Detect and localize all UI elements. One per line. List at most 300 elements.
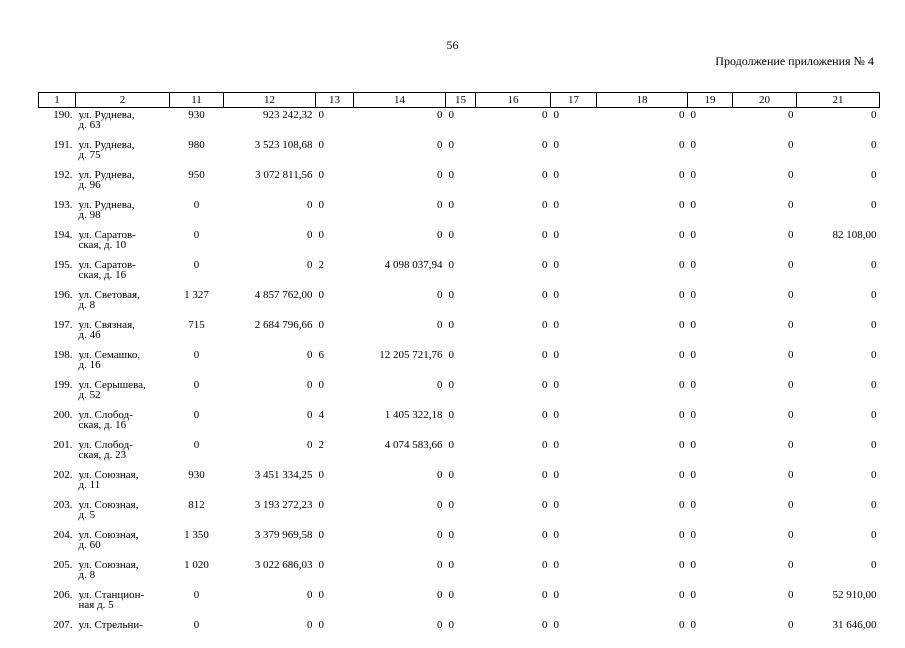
col-17-cell: 0: [551, 138, 597, 168]
table-row: [39, 348, 880, 378]
table-row: [39, 408, 880, 438]
address-line-1: ул. Связная,: [79, 320, 167, 330]
col-14-cell: 4 098 037,94: [354, 258, 446, 288]
row-number: 193.: [39, 198, 76, 228]
col-18-cell: 0: [597, 618, 688, 648]
row-number: 207.: [39, 618, 76, 648]
column-header: 11: [170, 93, 224, 108]
col-12-cell: 3 072 811,56: [224, 168, 316, 198]
col-15-cell: 0: [446, 588, 476, 618]
col-17-cell: 0: [551, 168, 597, 198]
table-row: [39, 498, 880, 528]
col-14-cell: 0: [354, 558, 446, 588]
table-row: [39, 588, 880, 618]
col-20-cell: 0: [733, 378, 797, 408]
row-number: 196.: [39, 288, 76, 318]
address-cell: [76, 498, 170, 528]
column-header: 21: [797, 93, 880, 108]
address-line-1: ул. Руднева,: [79, 170, 167, 180]
col-17-cell: 0: [551, 198, 597, 228]
table-body: [39, 108, 880, 648]
row-number: 195.: [39, 258, 76, 288]
col-21-cell: 0: [797, 198, 880, 228]
col-19-cell: 0: [688, 288, 733, 318]
address-line-2: д. 52: [79, 390, 167, 400]
col-14-cell: 0: [354, 228, 446, 258]
col-20-cell: 0: [733, 528, 797, 558]
table-row: [39, 228, 880, 258]
column-header: 19: [688, 93, 733, 108]
col-21-cell: 0: [797, 468, 880, 498]
col-11-cell: 0: [170, 378, 224, 408]
col-16-cell: 0: [476, 498, 551, 528]
column-header: 16: [476, 93, 551, 108]
col-20-cell: 0: [733, 198, 797, 228]
col-20-cell: 0: [733, 168, 797, 198]
col-21-cell: 0: [797, 408, 880, 438]
col-21-cell: 52 910,00: [797, 588, 880, 618]
col-13-cell: 0: [316, 528, 354, 558]
address-line-2: д. 11: [79, 480, 167, 490]
table-row: [39, 258, 880, 288]
table-row: [39, 618, 880, 648]
address-line-2: д. 4б: [79, 330, 167, 340]
col-14-cell: 0: [354, 588, 446, 618]
col-11-cell: 812: [170, 498, 224, 528]
col-11-cell: 950: [170, 168, 224, 198]
col-17-cell: 0: [551, 528, 597, 558]
col-20-cell: 0: [733, 408, 797, 438]
col-19-cell: 0: [688, 618, 733, 648]
col-13-cell: 4: [316, 408, 354, 438]
col-13-cell: 0: [316, 168, 354, 198]
address-line-2: д. 98: [79, 210, 167, 220]
address-line-1: ул. Союзная,: [79, 500, 167, 510]
col-13-cell: 0: [316, 468, 354, 498]
col-16-cell: 0: [476, 348, 551, 378]
col-14-cell: 0: [354, 138, 446, 168]
address-cell: [76, 318, 170, 348]
col-19-cell: 0: [688, 168, 733, 198]
col-14-cell: 0: [354, 108, 446, 139]
col-11-cell: 980: [170, 138, 224, 168]
col-13-cell: 0: [316, 318, 354, 348]
col-18-cell: 0: [597, 138, 688, 168]
address-line-2: ская, д. 16: [79, 420, 167, 430]
col-14-cell: 0: [354, 618, 446, 648]
col-19-cell: 0: [688, 588, 733, 618]
address-line-2: ская, д. 23: [79, 450, 167, 460]
col-17-cell: 0: [551, 468, 597, 498]
col-17-cell: 0: [551, 258, 597, 288]
col-11-cell: 930: [170, 108, 224, 139]
col-19-cell: 0: [688, 408, 733, 438]
col-13-cell: 6: [316, 348, 354, 378]
column-header: 17: [551, 93, 597, 108]
table-row: [39, 438, 880, 468]
col-17-cell: 0: [551, 558, 597, 588]
col-13-cell: 0: [316, 618, 354, 648]
col-12-cell: 0: [224, 348, 316, 378]
col-20-cell: 0: [733, 228, 797, 258]
address-cell: [76, 168, 170, 198]
col-21-cell: 82 108,00: [797, 228, 880, 258]
col-14-cell: 0: [354, 378, 446, 408]
row-number: 194.: [39, 228, 76, 258]
table-row: [39, 288, 880, 318]
address-cell: [76, 228, 170, 258]
column-header: 14: [354, 93, 446, 108]
col-12-cell: 3 523 108,68: [224, 138, 316, 168]
col-18-cell: 0: [597, 408, 688, 438]
row-number: 203.: [39, 498, 76, 528]
col-16-cell: 0: [476, 618, 551, 648]
col-17-cell: 0: [551, 318, 597, 348]
col-18-cell: 0: [597, 198, 688, 228]
address-cell: [76, 198, 170, 228]
address-line-2: д. 75: [79, 150, 167, 160]
col-11-cell: 0: [170, 198, 224, 228]
col-16-cell: 0: [476, 468, 551, 498]
address-line-2: д. 5: [79, 510, 167, 520]
col-21-cell: 0: [797, 168, 880, 198]
col-15-cell: 0: [446, 108, 476, 139]
address-line-2: д. 60: [79, 540, 167, 550]
col-12-cell: 0: [224, 378, 316, 408]
col-20-cell: 0: [733, 618, 797, 648]
address-cell: [76, 288, 170, 318]
col-17-cell: 0: [551, 408, 597, 438]
address-line-2: д. 96: [79, 180, 167, 190]
table-row: [39, 558, 880, 588]
col-11-cell: 930: [170, 468, 224, 498]
col-12-cell: 3 022 686,03: [224, 558, 316, 588]
row-number: 205.: [39, 558, 76, 588]
header-row: [39, 93, 880, 108]
col-19-cell: 0: [688, 528, 733, 558]
address-cell: [76, 438, 170, 468]
col-13-cell: 0: [316, 288, 354, 318]
col-15-cell: 0: [446, 438, 476, 468]
col-11-cell: 1 327: [170, 288, 224, 318]
col-11-cell: 0: [170, 588, 224, 618]
col-19-cell: 0: [688, 498, 733, 528]
col-14-cell: 0: [354, 528, 446, 558]
row-number: 190.: [39, 108, 76, 139]
col-12-cell: 0: [224, 408, 316, 438]
col-20-cell: 0: [733, 588, 797, 618]
col-21-cell: 0: [797, 108, 880, 139]
col-13-cell: 0: [316, 108, 354, 139]
address-cell: [76, 618, 170, 648]
col-11-cell: 715: [170, 318, 224, 348]
col-12-cell: 0: [224, 588, 316, 618]
col-18-cell: 0: [597, 168, 688, 198]
col-18-cell: 0: [597, 378, 688, 408]
col-16-cell: 0: [476, 408, 551, 438]
col-17-cell: 0: [551, 288, 597, 318]
col-19-cell: 0: [688, 348, 733, 378]
col-13-cell: 0: [316, 198, 354, 228]
col-18-cell: 0: [597, 558, 688, 588]
col-19-cell: 0: [688, 198, 733, 228]
address-line-1: ул. Саратов-: [79, 230, 167, 240]
col-16-cell: 0: [476, 288, 551, 318]
col-17-cell: 0: [551, 378, 597, 408]
col-14-cell: 0: [354, 468, 446, 498]
col-18-cell: 0: [597, 288, 688, 318]
address-line-1: ул. Серышева,: [79, 380, 167, 390]
data-table: [38, 92, 880, 648]
col-11-cell: 0: [170, 408, 224, 438]
col-12-cell: 0: [224, 258, 316, 288]
address-line-1: ул. Руднева,: [79, 140, 167, 150]
col-21-cell: 0: [797, 258, 880, 288]
col-13-cell: 2: [316, 258, 354, 288]
col-21-cell: 0: [797, 288, 880, 318]
col-19-cell: 0: [688, 378, 733, 408]
col-20-cell: 0: [733, 498, 797, 528]
col-18-cell: 0: [597, 438, 688, 468]
col-18-cell: 0: [597, 318, 688, 348]
col-12-cell: 2 684 796,66: [224, 318, 316, 348]
col-16-cell: 0: [476, 558, 551, 588]
col-15-cell: 0: [446, 528, 476, 558]
col-18-cell: 0: [597, 468, 688, 498]
col-16-cell: 0: [476, 228, 551, 258]
column-header: 15: [446, 93, 476, 108]
col-12-cell: 4 857 762,00: [224, 288, 316, 318]
address-line-1: ул. Слобод-: [79, 410, 167, 420]
row-number: 204.: [39, 528, 76, 558]
col-15-cell: 0: [446, 168, 476, 198]
row-number: 201.: [39, 438, 76, 468]
col-21-cell: 0: [797, 318, 880, 348]
column-header: 18: [597, 93, 688, 108]
address-line-1: ул. Союзная,: [79, 560, 167, 570]
col-20-cell: 0: [733, 348, 797, 378]
appendix-note: Продолжение приложения № 4: [715, 54, 874, 69]
col-19-cell: 0: [688, 438, 733, 468]
col-15-cell: 0: [446, 288, 476, 318]
col-16-cell: 0: [476, 258, 551, 288]
table-row: [39, 468, 880, 498]
col-15-cell: 0: [446, 408, 476, 438]
row-number: 206.: [39, 588, 76, 618]
col-16-cell: 0: [476, 378, 551, 408]
table-row: [39, 318, 880, 348]
address-cell: [76, 528, 170, 558]
col-15-cell: 0: [446, 198, 476, 228]
address-cell: [76, 138, 170, 168]
row-number: 198.: [39, 348, 76, 378]
col-14-cell: 12 205 721,76: [354, 348, 446, 378]
column-header: 2: [76, 93, 170, 108]
col-16-cell: 0: [476, 438, 551, 468]
col-13-cell: 0: [316, 228, 354, 258]
col-11-cell: 0: [170, 228, 224, 258]
col-16-cell: 0: [476, 168, 551, 198]
address-line-1: ул. Саратов-: [79, 260, 167, 270]
address-cell: [76, 408, 170, 438]
col-18-cell: 0: [597, 258, 688, 288]
address-line-1: ул. Союзная,: [79, 530, 167, 540]
col-11-cell: 1 020: [170, 558, 224, 588]
col-12-cell: 3 379 969,58: [224, 528, 316, 558]
col-12-cell: 3 451 334,25: [224, 468, 316, 498]
col-17-cell: 0: [551, 618, 597, 648]
col-11-cell: 0: [170, 438, 224, 468]
col-19-cell: 0: [688, 318, 733, 348]
col-15-cell: 0: [446, 348, 476, 378]
col-12-cell: 0: [224, 438, 316, 468]
col-20-cell: 0: [733, 288, 797, 318]
col-11-cell: 1 350: [170, 528, 224, 558]
address-line-2: ская, д. 16: [79, 270, 167, 280]
col-17-cell: 0: [551, 348, 597, 378]
col-21-cell: 0: [797, 558, 880, 588]
column-header: 20: [733, 93, 797, 108]
address-line-1: ул. Стрельни-: [79, 620, 167, 630]
col-20-cell: 0: [733, 108, 797, 139]
col-16-cell: 0: [476, 588, 551, 618]
col-21-cell: 0: [797, 378, 880, 408]
address-cell: [76, 558, 170, 588]
address-line-1: ул. Руднева,: [79, 200, 167, 210]
table-row: [39, 138, 880, 168]
col-18-cell: 0: [597, 588, 688, 618]
col-14-cell: 1 405 322,18: [354, 408, 446, 438]
col-19-cell: 0: [688, 468, 733, 498]
col-13-cell: 0: [316, 558, 354, 588]
col-15-cell: 0: [446, 378, 476, 408]
col-15-cell: 0: [446, 318, 476, 348]
col-13-cell: 0: [316, 588, 354, 618]
address-line-2: д. 63: [79, 120, 167, 130]
col-11-cell: 0: [170, 618, 224, 648]
col-16-cell: 0: [476, 108, 551, 139]
col-15-cell: 0: [446, 618, 476, 648]
col-17-cell: 0: [551, 108, 597, 139]
col-16-cell: 0: [476, 138, 551, 168]
col-19-cell: 0: [688, 138, 733, 168]
col-21-cell: 0: [797, 438, 880, 468]
col-12-cell: 0: [224, 228, 316, 258]
row-number: 191.: [39, 138, 76, 168]
table-row: [39, 528, 880, 558]
col-19-cell: 0: [688, 108, 733, 139]
col-17-cell: 0: [551, 498, 597, 528]
col-14-cell: 4 074 583,66: [354, 438, 446, 468]
col-11-cell: 0: [170, 258, 224, 288]
col-13-cell: 0: [316, 498, 354, 528]
col-21-cell: 0: [797, 348, 880, 378]
col-21-cell: 0: [797, 528, 880, 558]
col-14-cell: 0: [354, 198, 446, 228]
col-20-cell: 0: [733, 468, 797, 498]
table-row: [39, 378, 880, 408]
address-line-2: д. 8: [79, 570, 167, 580]
page-number: 56: [0, 38, 905, 53]
col-12-cell: 0: [224, 618, 316, 648]
col-19-cell: 0: [688, 258, 733, 288]
col-14-cell: 0: [354, 288, 446, 318]
address-line-1: ул. Семашко,: [79, 350, 167, 360]
address-cell: [76, 108, 170, 139]
col-11-cell: 0: [170, 348, 224, 378]
row-number: 200.: [39, 408, 76, 438]
row-number: 199.: [39, 378, 76, 408]
col-12-cell: 923 242,32: [224, 108, 316, 139]
col-16-cell: 0: [476, 198, 551, 228]
col-18-cell: 0: [597, 228, 688, 258]
address-line-1: ул. Слобод-: [79, 440, 167, 450]
col-15-cell: 0: [446, 228, 476, 258]
col-17-cell: 0: [551, 438, 597, 468]
col-21-cell: 0: [797, 138, 880, 168]
col-15-cell: 0: [446, 468, 476, 498]
address-cell: [76, 468, 170, 498]
col-20-cell: 0: [733, 258, 797, 288]
col-18-cell: 0: [597, 108, 688, 139]
col-17-cell: 0: [551, 588, 597, 618]
col-16-cell: 0: [476, 318, 551, 348]
col-20-cell: 0: [733, 318, 797, 348]
column-header: 13: [316, 93, 354, 108]
col-13-cell: 0: [316, 138, 354, 168]
table-row: [39, 198, 880, 228]
address-cell: [76, 348, 170, 378]
col-15-cell: 0: [446, 258, 476, 288]
row-number: 192.: [39, 168, 76, 198]
address-line-1: ул. Станцион-: [79, 590, 167, 600]
col-19-cell: 0: [688, 558, 733, 588]
col-13-cell: 0: [316, 378, 354, 408]
table-row: [39, 168, 880, 198]
col-21-cell: 31 646,00: [797, 618, 880, 648]
address-line-2: ная д. 5: [79, 600, 167, 610]
col-15-cell: 0: [446, 498, 476, 528]
address-line-1: ул. Союзная,: [79, 470, 167, 480]
col-13-cell: 2: [316, 438, 354, 468]
address-line-2: д. 8: [79, 300, 167, 310]
address-line-2: д. 16: [79, 360, 167, 370]
col-16-cell: 0: [476, 528, 551, 558]
address-line-1: ул. Световая,: [79, 290, 167, 300]
col-12-cell: 0: [224, 198, 316, 228]
col-15-cell: 0: [446, 558, 476, 588]
table-row: [39, 108, 880, 139]
col-21-cell: 0: [797, 498, 880, 528]
address-line-1: ул. Руднева,: [79, 110, 167, 120]
col-14-cell: 0: [354, 318, 446, 348]
row-number: 202.: [39, 468, 76, 498]
col-14-cell: 0: [354, 498, 446, 528]
col-12-cell: 3 193 272,23: [224, 498, 316, 528]
column-header: 12: [224, 93, 316, 108]
col-18-cell: 0: [597, 348, 688, 378]
column-header: 1: [39, 93, 76, 108]
col-15-cell: 0: [446, 138, 476, 168]
col-17-cell: 0: [551, 228, 597, 258]
row-number: 197.: [39, 318, 76, 348]
col-18-cell: 0: [597, 528, 688, 558]
col-20-cell: 0: [733, 138, 797, 168]
address-line-2: ская, д. 10: [79, 240, 167, 250]
col-20-cell: 0: [733, 438, 797, 468]
col-18-cell: 0: [597, 498, 688, 528]
address-cell: [76, 588, 170, 618]
